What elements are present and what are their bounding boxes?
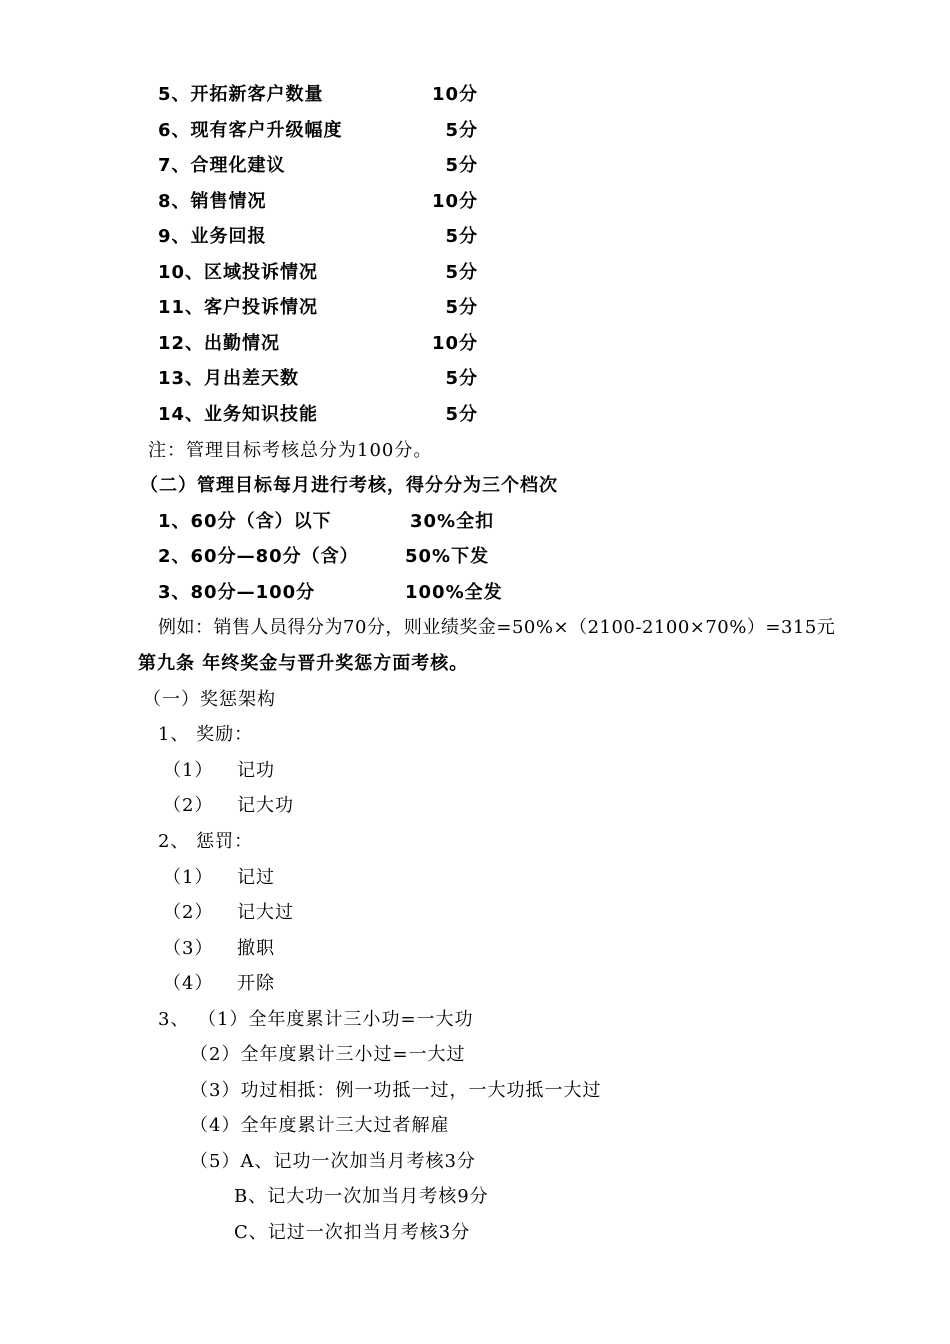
score-item-label: 10、区域投诉情况 <box>158 262 319 283</box>
penalty-heading: 2、 惩罚： <box>158 831 254 852</box>
score-item-value: 5分 <box>445 262 478 283</box>
reward-heading: 1、 奖励： <box>158 724 254 745</box>
rule-item: （1）全年度累计三小功=一大功 <box>198 1009 474 1030</box>
article9-title: 第九条 年终奖金与晋升奖惩方面考核。 <box>138 653 469 674</box>
penalty-num: （3） <box>163 938 214 959</box>
reward-num: （2） <box>163 795 214 816</box>
tier-value: 100%全发 <box>405 582 503 603</box>
rule-item: （2）全年度累计三小过=一大过 <box>190 1044 466 1065</box>
score-item-label: 7、合理化建议 <box>158 155 286 176</box>
tier-value: 30%全扣 <box>410 511 495 532</box>
rule-item: （4）全年度累计三大过者解雇 <box>190 1115 450 1136</box>
score-item-value: 5分 <box>445 368 478 389</box>
score-item-label: 6、现有客户升级幅度 <box>158 120 343 141</box>
rule-item: C、记过一次扣当月考核3分 <box>234 1222 471 1243</box>
score-item-value: 10分 <box>431 84 478 105</box>
rule-item: （5）A、记功一次加当月考核3分 <box>190 1151 476 1172</box>
score-item-value: 5分 <box>445 297 478 318</box>
penalty-text: 记大过 <box>237 902 294 923</box>
score-item-value: 5分 <box>445 226 478 247</box>
score-item-label: 8、销售情况 <box>158 191 267 212</box>
example-text: 例如：销售人员得分为70分，则业绩奖金=50%×（2100-2100×70%）=315元 <box>158 617 836 638</box>
tier-label: 2、60分—80分（含） <box>158 546 359 567</box>
score-item-value: 10分 <box>431 191 478 212</box>
score-item-value: 10分 <box>431 333 478 354</box>
penalty-text: 撤职 <box>237 938 275 959</box>
rule-prefix: 3、 <box>158 1009 190 1030</box>
score-item-label: 14、业务知识技能 <box>158 404 319 425</box>
rule-item: B、记大功一次加当月考核9分 <box>234 1186 489 1207</box>
tier-value: 50%下发 <box>405 546 490 567</box>
section2-heading: （二）管理目标每月进行考核，得分分为三个档次 <box>140 475 558 496</box>
score-item-value: 5分 <box>445 155 478 176</box>
note-total-score: 注：管理目标考核总分为100分。 <box>148 440 433 461</box>
score-item-label: 9、业务回报 <box>158 226 267 247</box>
score-item-label: 11、客户投诉情况 <box>158 297 319 318</box>
penalty-num: （4） <box>163 973 214 994</box>
score-item-value: 5分 <box>445 120 478 141</box>
penalty-text: 记过 <box>237 867 275 888</box>
score-item-label: 12、出勤情况 <box>158 333 281 354</box>
score-item-label: 13、月出差天数 <box>158 368 300 389</box>
reward-num: （1） <box>163 760 214 781</box>
penalty-num: （2） <box>163 902 214 923</box>
structure-heading: （一）奖惩架构 <box>143 689 276 710</box>
reward-text: 记功 <box>237 760 275 781</box>
penalty-text: 开除 <box>237 973 275 994</box>
score-item-value: 5分 <box>445 404 478 425</box>
tier-label: 3、80分—100分 <box>158 582 316 603</box>
reward-text: 记大功 <box>237 795 294 816</box>
penalty-num: （1） <box>163 867 214 888</box>
tier-label: 1、60分（含）以下 <box>158 511 332 532</box>
score-item-label: 5、开拓新客户数量 <box>158 84 324 105</box>
rule-item: （3）功过相抵：例一功抵一过，一大功抵一大过 <box>190 1080 602 1101</box>
